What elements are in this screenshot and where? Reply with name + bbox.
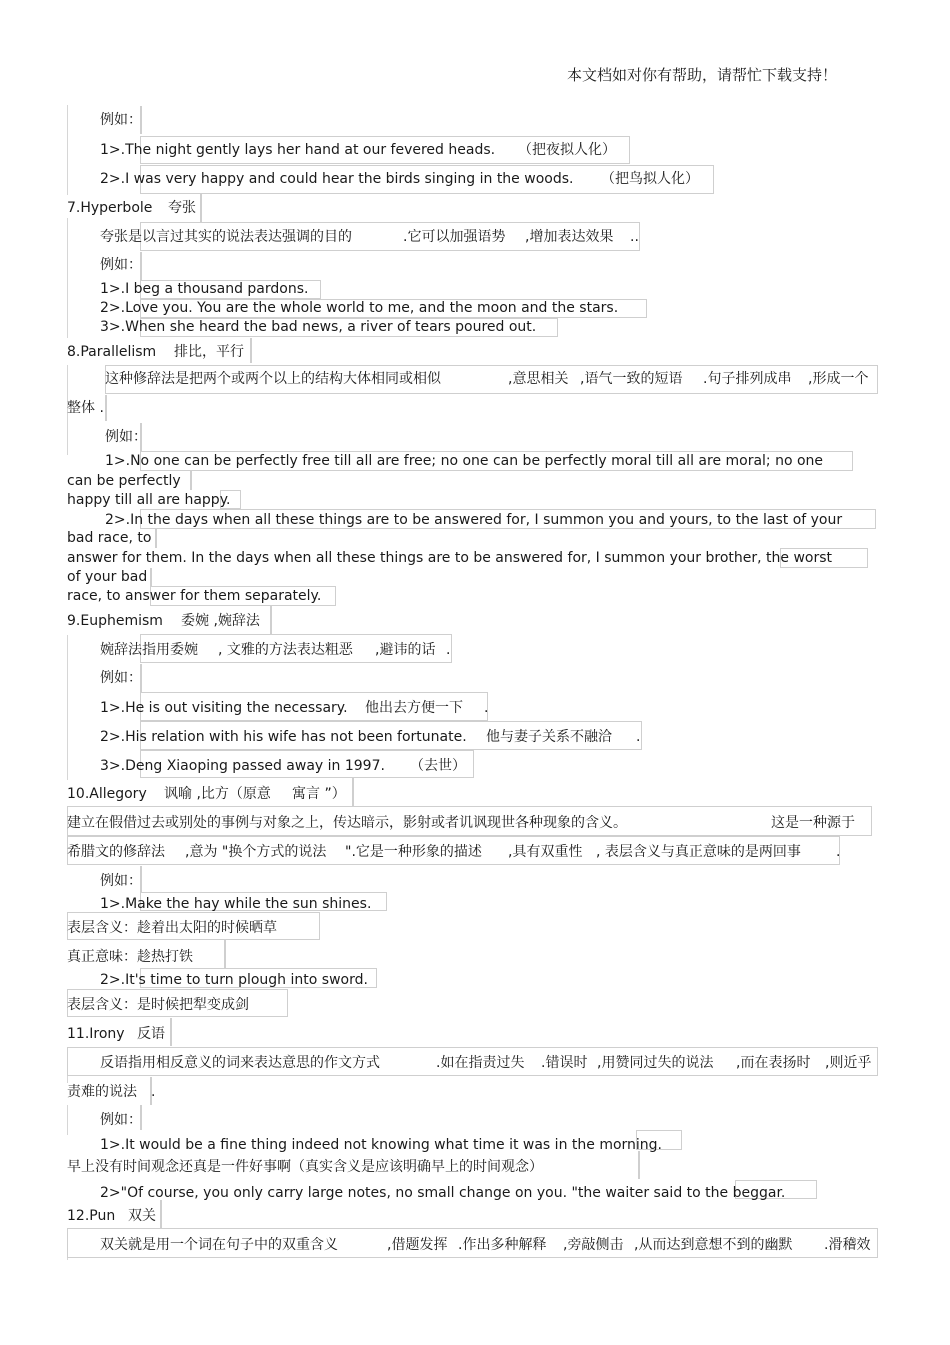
definition-text: . (446, 642, 451, 658)
frame (170, 1018, 172, 1046)
definition-text: .. (630, 229, 639, 245)
frame (150, 568, 152, 586)
section-heading-cn: 寓言 ”） (292, 786, 346, 802)
frame (250, 338, 252, 363)
definition-text: ".它是一种形象的描述 (345, 844, 482, 860)
definition-text: .句子排列成串 (703, 371, 792, 387)
example-sentence: of your bad (67, 569, 148, 585)
section-heading-cn: 双关 (128, 1208, 156, 1224)
definition-text: ,语气一致的短语 (580, 371, 683, 387)
example-translation: （去世） (410, 758, 466, 774)
definition-text: ,旁敲侧击 (563, 1237, 624, 1253)
example-sentence: 1>.No one can be perfectly free till all are free; no one can be perfectly moral till all are moral; no one (105, 453, 824, 469)
example-sentence: 3>.When she heard the bad news, a river of tears poured out. (100, 319, 537, 335)
definition-text: ,具有双重性 (508, 844, 583, 860)
example-sentence: answer for them. In the days when all these things are to be answered for, I summon your brother, the worst (67, 550, 833, 566)
definition-text: .错误时 (541, 1055, 588, 1071)
example-sentence: bad race, to (67, 530, 152, 546)
example-translation: 表层含义：是时候把犁变成剑 (67, 997, 249, 1013)
example-sentence: 2>.In the days when all these things are to be answered for, I summon you and yours, to the last of your (105, 512, 843, 528)
section-heading: 12.Pun (67, 1208, 116, 1224)
frame (352, 778, 354, 806)
definition-text: ,形成一个 (808, 371, 869, 387)
definition-text: ,用赞同过失的说法 (597, 1055, 714, 1071)
frame (160, 1200, 162, 1228)
example-sentence: 2>.It's time to turn plough into sword. (100, 972, 368, 988)
frame (190, 471, 192, 490)
definition-text: , 表层含义与真正意味的是两回事 (596, 844, 801, 860)
definition-text: ,而在表扬时 (736, 1055, 811, 1071)
example-label: 例如： (100, 670, 142, 686)
example-sentence: 1>.It would be a fine thing indeed not knowing what time it was in the morning. (100, 1137, 663, 1153)
definition-text: ,借题发挥 (387, 1237, 448, 1253)
definition-text: . (836, 844, 841, 860)
frame (105, 395, 107, 421)
example-sentence: can be perfectly (67, 473, 181, 489)
definition-text: 双关就是用一个词在句子中的双重含义 (100, 1237, 338, 1253)
example-label: 例如： (105, 429, 147, 445)
example-sentence: 1>.The night gently lays her hand at our fevered heads. (100, 142, 496, 158)
example-sentence: 2>.His relation with his wife has not been fortunate. (100, 729, 467, 745)
frame (638, 1151, 640, 1179)
definition-text: ,意为 "换个方式的说法 (185, 844, 327, 860)
frame (270, 606, 272, 634)
example-sentence: 1>.He is out visiting the necessary. (100, 700, 348, 716)
section-heading: 7.Hyperbole (67, 200, 153, 216)
example-translation: . (636, 729, 641, 745)
example-sentence: 3>.Deng Xiaoping passed away in 1997. (100, 758, 385, 774)
section-heading-cn: 讽喻 ,比方（原意 (164, 786, 271, 802)
example-sentence: 2>"Of course, you only carry large notes, no small change on you. "the waiter said to the beggar. (100, 1185, 786, 1201)
example-label: 例如： (100, 257, 142, 273)
definition-text: ,避讳的话 (375, 642, 436, 658)
example-translation: （把夜拟人化） (518, 142, 616, 158)
example-translation: 他与妻子关系不融洽 (486, 729, 612, 745)
definition-text: .作出多种解释 (458, 1237, 547, 1253)
frame (200, 194, 202, 222)
definition-text: ,从而达到意想不到的幽默 (634, 1237, 793, 1253)
example-sentence: 2>.Love you. You are the whole world to me, and the moon and the stars. (100, 300, 619, 316)
definition-text: ,意思相关 (508, 371, 569, 387)
example-label: 例如： (100, 112, 142, 128)
example-translation: 早上没有时间观念还真是一件好事啊（真实含义是应该明确早上的时间观念） (67, 1159, 543, 1175)
example-sentence: 1>.I beg a thousand pardons. (100, 281, 309, 297)
section-heading: 9.Euphemism (67, 613, 163, 629)
section-heading-cn: 排比，平行 (174, 344, 244, 360)
section-heading: 11.Irony (67, 1026, 125, 1042)
example-translation: 他出去方便一下 (365, 700, 463, 716)
example-translation: （把鸟拟人化） (601, 171, 699, 187)
section-heading-cn: 委婉 ,婉辞法 (181, 613, 260, 629)
definition-text: 反语指用相反意义的词来表达意思的作文方式 (100, 1055, 380, 1071)
definition-text: 整体 . (67, 400, 104, 416)
definition-text: 夸张是以言过其实的说法表达强调的目的 (100, 229, 352, 245)
definition-text: 建立在假借过去或别处的事例与对象之上，传达暗示，影射或者讥讽现世各种现象的含义。 (67, 815, 627, 831)
example-translation: 真正意味：趁热打铁 (67, 949, 193, 965)
definition-text: .它可以加强语势 (403, 229, 506, 245)
definition-text: ,则近乎 (825, 1055, 872, 1071)
definition-text: ,增加表达效果 (525, 229, 614, 245)
frame (224, 940, 226, 968)
section-heading: 8.Parallelism (67, 344, 157, 360)
definition-text: .如在指责过失 (436, 1055, 525, 1071)
example-sentence: race, to answer for them separately. (67, 588, 322, 604)
left-rule (67, 218, 68, 338)
support-note: 本文档如对你有帮助，请帮忙下载支持！ (567, 66, 838, 84)
example-label: 例如： (100, 873, 142, 889)
example-label: 例如： (100, 1112, 142, 1128)
definition-text: 这是一种源于 (771, 815, 855, 831)
example-sentence: happy till all are happy. (67, 492, 231, 508)
example-sentence: 2>.I was very happy and could hear the birds singing in the woods. (100, 171, 574, 187)
definition-text: . (151, 1084, 156, 1100)
section-heading-cn: 反语 (137, 1026, 165, 1042)
example-translation: . (484, 700, 489, 716)
definition-text: 婉辞法指用委婉 (100, 642, 198, 658)
left-rule (67, 105, 68, 195)
section-heading-cn: 夸张 (168, 200, 196, 216)
example-sentence: 1>.Make the hay while the sun shines. (100, 896, 372, 912)
left-rule (67, 635, 68, 780)
definition-text: .滑稽效 (824, 1237, 871, 1253)
example-translation: 表层含义：趁着出太阳的时候晒草 (67, 920, 277, 936)
definition-text: 责难的说法 (67, 1084, 137, 1100)
definition-text: 希腊文的修辞法 (67, 844, 165, 860)
left-rule (67, 1105, 68, 1135)
definition-text: , 文雅的方法表达粗恶 (218, 642, 353, 658)
section-heading: 10.Allegory (67, 786, 147, 802)
definition-text: 这种修辞法是把两个或两个以上的结构大体相同或相似 (105, 371, 441, 387)
frame (155, 529, 157, 548)
